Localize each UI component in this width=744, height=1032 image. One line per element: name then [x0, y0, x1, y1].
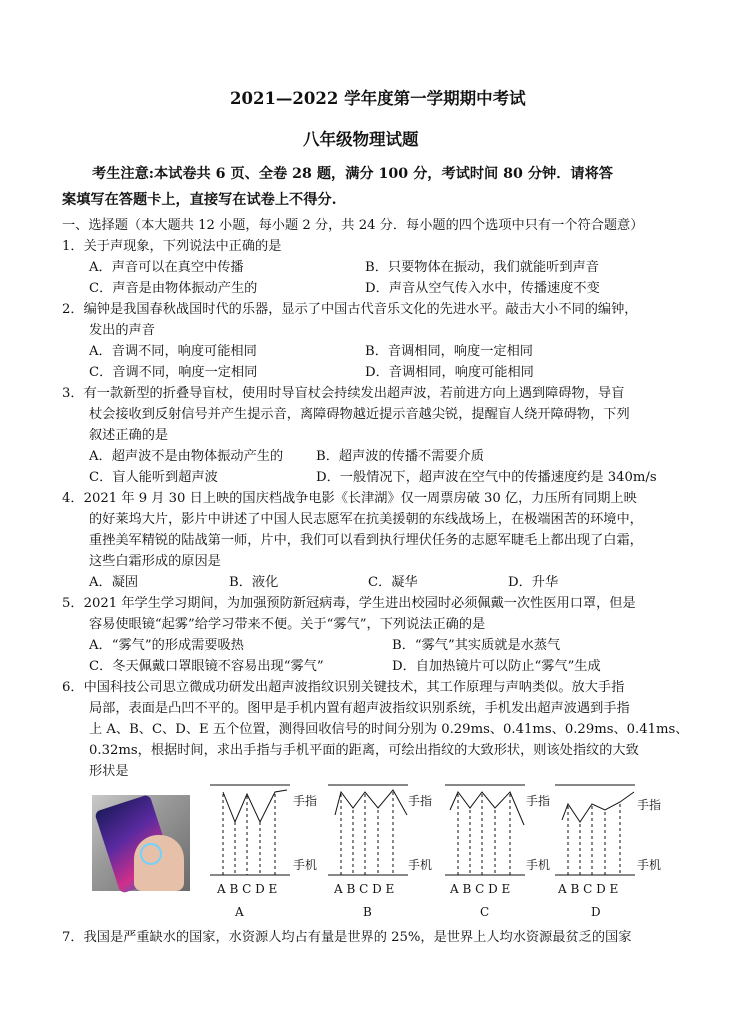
diagram-c-finger-label: 手指 — [526, 794, 551, 808]
diagram-c-option: C — [480, 905, 490, 919]
q1-option-a: A．声音可以在真空中传播 — [89, 260, 244, 275]
fingerprint-profile — [335, 790, 407, 815]
exam-notice-line-1: 考生注意:本试卷共 6 页、全卷 28 题，满分 100 分，考试时间 80 分钟．请将答 — [92, 166, 613, 182]
q4-option-d: D．升华 — [508, 575, 559, 590]
q4-stem-line-4: 这些白霜形成的原因是 — [89, 554, 221, 569]
q5-option-c: C．冬天佩戴口罩眼镜不容易出现“雾气” — [89, 659, 324, 674]
diagram-b-phone-label: 手机 — [408, 858, 433, 872]
q1-option-d: D．声音从空气传入水中，传播速度不变 — [365, 281, 600, 296]
q1-option-b: B．只要物体在振动，我们就能听到声音 — [365, 260, 599, 275]
q7-stem-line-1: 7．我国是严重缺水的国家，水资源人均占有量是世界的 25%，是世界上人均水资源最贫乏的国家 — [62, 930, 632, 945]
q5-stem-line-1: 5．2021 年学生学习期间，为加强预防新冠病毒，学生进出校园时必须佩戴一次性医用口罩，但是 — [62, 596, 636, 611]
q1-stem: 1．关于声现象，下列说法中正确的是 — [62, 239, 282, 254]
diagram-d-finger-label: 手指 — [637, 798, 662, 812]
q5-stem-line-2: 容易使眼镜“起雾”给学习带来不便。关于“雾气”，下列说法正确的是 — [89, 617, 486, 632]
q3-stem-line-1: 3．有一款新型的折叠导盲杖，使用时导盲杖会持续发出超声波，若前进方向上遇到障碍物，导盲 — [62, 386, 625, 401]
diagram-a-points: A B C D E — [217, 882, 278, 896]
diagram-c-phone-label: 手机 — [526, 858, 551, 872]
phone-fingerprint-photo — [92, 795, 190, 891]
q4-option-a: A．凝固 — [89, 575, 139, 590]
q2-stem-line-2: 发出的声音 — [89, 323, 155, 338]
q4-stem-line-1: 4．2021 年 9 月 30 日上映的国庆档战争电影《长津湖》仅一周票房破 30 亿，力压所有同期上映 — [62, 491, 637, 506]
diagram-a-phone-label: 手机 — [293, 858, 318, 872]
q1-option-c: C．声音是由物体振动产生的 — [89, 281, 258, 296]
q3-stem-line-3: 叙述正确的是 — [89, 428, 169, 443]
section-heading: 一、选择题（本大题共 12 小题，每小题 2 分，共 24 分．每小题的四个选项中只有一个符合题意） — [62, 218, 644, 233]
q2-option-c: C．音调不同，响度一定相同 — [89, 365, 258, 380]
fingerprint-sensor-ring — [140, 843, 162, 865]
fingerprint-profile — [562, 792, 634, 822]
fingerprint-profile — [223, 790, 287, 822]
q5-option-a: A．“雾气”的形成需要吸热 — [89, 638, 244, 653]
diagram-d-option: D — [591, 905, 601, 919]
diagram-c-points: A B C D E — [450, 882, 511, 896]
diagram-a-finger-label: 手指 — [293, 794, 318, 808]
q2-option-d: D．音调相同，响度可能相同 — [365, 365, 534, 380]
diagram-b-points: A B C D E — [334, 882, 395, 896]
exam-title: 2021—2022 学年度第一学期期中考试 — [230, 89, 526, 108]
q6-stem-line-5: 形状是 — [89, 764, 129, 779]
q6-stem-line-2: 局部，表面是凸凹不平的。图甲是手机内置有超声波指纹识别系统，手机发出超声波遇到手指 — [89, 701, 630, 716]
diagram-a — [210, 785, 290, 875]
diagram-b-option: B — [363, 905, 372, 919]
q4-option-b: B．液化 — [229, 575, 279, 590]
fingerprint-profile — [450, 792, 524, 825]
diagram-b — [328, 785, 408, 875]
q4-stem-line-3: 重挫美军精锐的陆战第一师，片中，我们可以看到执行埋伏任务的志愿军睫毛上都出现了白霜， — [89, 533, 643, 548]
q3-stem-line-2: 杖会接收到反射信号并产生提示音，离障碍物越近提示音越尖锐，提醒盲人绕开障碍物，下列 — [89, 407, 630, 422]
fingerprint-diagrams — [205, 780, 675, 925]
q2-option-a: A．音调不同，响度可能相同 — [89, 344, 257, 359]
diagram-a-option: A — [235, 905, 244, 919]
q6-stem-line-4: 0.32ms，根据时间，求出手指与手机平面的距离，可绘出指纹的大致形状，则该处指纹的大致 — [89, 743, 639, 758]
q5-option-b: B．“雾气”其实质就是水蒸气 — [392, 638, 561, 653]
exam-subtitle: 八年级物理试题 — [303, 130, 419, 149]
diagram-c — [445, 785, 525, 875]
q3-option-d: D．一般情况下，超声波在空气中的传播速度约是 340m/s — [316, 470, 657, 485]
q3-option-b: B．超声波的传播不需要介质 — [316, 449, 484, 464]
exam-notice-line-2: 案填写在答题卡上，直接写在试卷上不得分. — [62, 192, 337, 208]
diagram-d-phone-label: 手机 — [637, 858, 662, 872]
q4-option-c: C．凝华 — [368, 575, 418, 590]
q5-option-d: D．自加热镜片可以防止“雾气”生成 — [392, 659, 601, 674]
diagram-d-points: A B C D E — [558, 882, 619, 896]
q2-stem-line-1: 2．编钟是我国春秋战国时代的乐器，显示了中国古代音乐文化的先进水平。敲击大小不同的编钟， — [62, 302, 638, 317]
q6-stem-line-1: 6．中国科技公司思立微成功研发出超声波指纹识别关键技术，其工作原理与声呐类似。放大手指 — [62, 680, 625, 695]
q4-stem-line-2: 的好莱坞大片，影片中讲述了中国人民志愿军在抗美援朝的东线战场上，在极端困苦的环境中， — [89, 512, 643, 527]
q6-stem-line-3: 上 A、B、C、D、E 五个位置，测得回收信号的时间分别为 0.29ms、0.41ms、0.29ms、0.41ms、 — [89, 722, 689, 737]
q3-option-c: C．盲人能听到超声波 — [89, 470, 218, 485]
thumb — [134, 835, 184, 891]
q2-option-b: B．音调相同，响度一定相同 — [365, 344, 533, 359]
q3-option-a: A．超声波不是由物体振动产生的 — [89, 449, 284, 464]
diagram-d — [555, 785, 635, 875]
diagram-b-finger-label: 手指 — [408, 794, 433, 808]
